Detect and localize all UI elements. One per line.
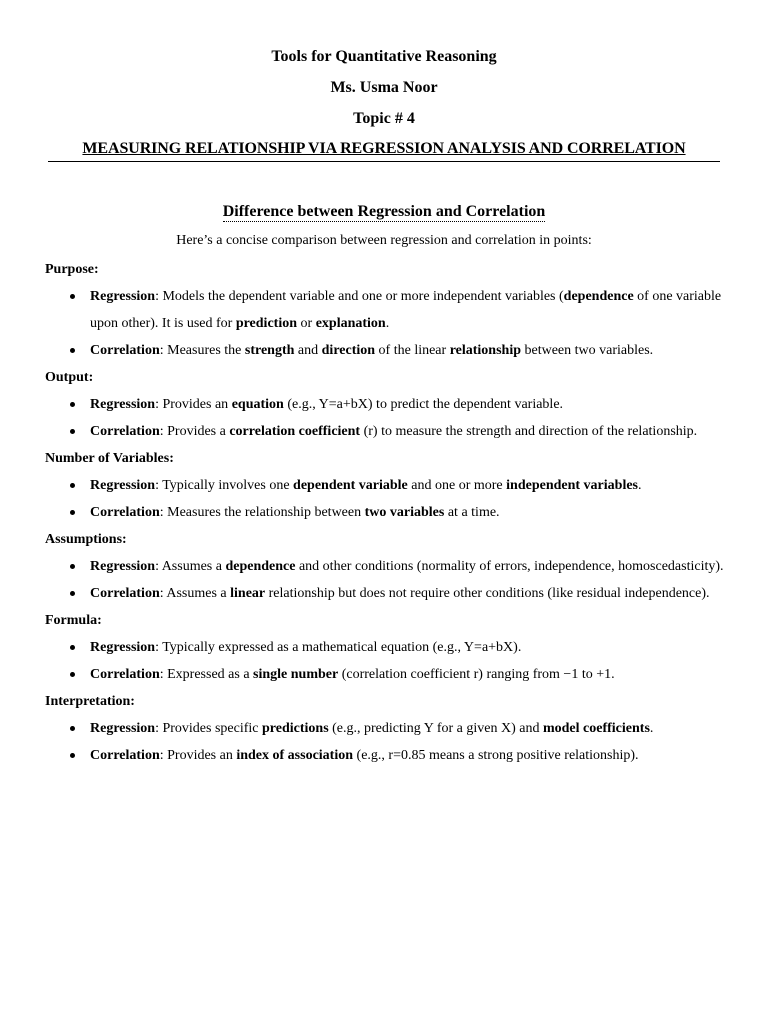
bullet-item — [90, 715, 735, 742]
topic-number: Topic # 4 — [353, 110, 415, 127]
section-title: Assumptions: — [45, 532, 127, 547]
main-heading: MEASURING RELATIONSHIP VIA REGRESSION ANALYSIS AND CORRELATION — [82, 140, 686, 157]
section-title: Output: — [45, 370, 94, 385]
bold-term: Regression — [90, 478, 156, 493]
bold-term: Correlation — [90, 586, 160, 601]
item-text: : Typically involves one — [155, 478, 294, 493]
bold-term: Regression — [90, 289, 156, 304]
item-text: at a time. — [444, 505, 500, 520]
item-text: (e.g., predicting Y for a given X) and — [328, 721, 543, 736]
bold-term: dependence — [563, 289, 634, 304]
item-text: or — [297, 316, 316, 331]
bold-term: Correlation — [90, 748, 160, 763]
bold-term: model coefficients — [542, 721, 650, 736]
bold-term: linear — [230, 586, 266, 601]
item-text: (e.g., r=0.85 means a strong positive relationship). — [353, 748, 639, 763]
heading-divider — [48, 161, 720, 162]
item-text: : Provides specific — [155, 721, 262, 736]
bold-term: correlation coefficient — [229, 424, 361, 439]
item-text: : Expressed as a — [159, 667, 254, 682]
bold-term: dependence — [225, 559, 296, 574]
intro-text: Here’s a concise comparison between regression and correlation in points: — [176, 233, 592, 248]
item-text: (correlation coefficient r) ranging from −1 to +1. — [338, 667, 615, 682]
bullet-item — [90, 337, 735, 364]
bullet-item — [90, 472, 735, 499]
section-heading — [0, 203, 768, 221]
section-title: Interpretation: — [45, 694, 135, 709]
item-text: : Provides an — [155, 397, 232, 412]
item-text: (e.g., Y=a+bX) to predict the dependent variable. — [283, 397, 564, 412]
section-title: Number of Variables: — [45, 451, 174, 466]
section-title: Formula: — [45, 613, 102, 628]
bullet-item — [90, 661, 735, 688]
bullet-item — [90, 418, 735, 445]
bold-term: equation — [231, 397, 284, 412]
section-heading-text: Difference between Regression and Correlation — [222, 203, 546, 220]
bold-term: Regression — [90, 721, 156, 736]
item-text: between two variables. — [521, 343, 654, 358]
bullet-list — [45, 715, 735, 769]
item-text: : Assumes a — [155, 559, 226, 574]
item-text: (r) to measure the strength and direction of the relationship. — [360, 424, 698, 439]
bold-term: dependent variable — [293, 478, 408, 493]
bold-term: prediction — [235, 316, 298, 331]
item-text: of one variable upon other). It is used for — [90, 289, 722, 331]
bold-term: Regression — [90, 559, 156, 574]
item-text: . — [649, 721, 654, 736]
bullet-item — [90, 580, 735, 607]
bold-term: direction — [321, 343, 376, 358]
bold-term: strength — [244, 343, 295, 358]
item-text: and — [294, 343, 322, 358]
bold-term: relationship — [449, 343, 521, 358]
bold-term: Regression — [90, 397, 156, 412]
bold-term: Correlation — [90, 667, 160, 682]
section-title: Purpose: — [45, 262, 99, 277]
bold-term: Regression — [90, 640, 156, 655]
item-text: : Provides an — [159, 748, 237, 763]
item-text: : Measures the — [159, 343, 245, 358]
bullet-list — [45, 634, 735, 688]
item-text: . — [638, 478, 642, 493]
bold-term: independent variables — [506, 478, 638, 493]
bullet-item — [90, 742, 735, 769]
item-text: : Models the dependent variable and one or more independent variables ( — [155, 289, 564, 304]
bold-term: Correlation — [90, 424, 160, 439]
bold-term: single number — [253, 667, 339, 682]
bold-term: explanation — [315, 316, 386, 331]
document-title: Tools for Quantitative Reasoning — [271, 48, 497, 65]
item-text: . — [385, 316, 390, 331]
bullet-item — [90, 634, 735, 661]
bullet-list — [45, 391, 735, 445]
bullet-item — [90, 499, 735, 526]
item-text: : Provides a — [159, 424, 230, 439]
item-text: : Measures the relationship between — [159, 505, 365, 520]
item-text: and other conditions (normality of errors, independence, homoscedasticity). — [295, 559, 724, 574]
item-text: and one or more — [407, 478, 507, 493]
bullet-item — [90, 391, 735, 418]
bullet-list — [45, 472, 735, 526]
item-text: of the linear — [375, 343, 450, 358]
bullet-item — [90, 553, 735, 580]
comparison-content — [45, 256, 735, 769]
bold-term: Correlation — [90, 343, 160, 358]
bullet-list — [45, 283, 735, 364]
bullet-item — [90, 283, 735, 337]
item-text: : Typically expressed as a mathematical equation (e.g., Y=a+bX). — [155, 640, 522, 655]
bullet-list — [45, 553, 735, 607]
bold-term: index of association — [236, 748, 354, 763]
bold-term: two variables — [364, 505, 445, 520]
author-name: Ms. Usma Noor — [330, 79, 438, 96]
item-text: : Assumes a — [159, 586, 231, 601]
bold-term: Correlation — [90, 505, 160, 520]
item-text: relationship but does not require other conditions (like residual independence). — [265, 586, 710, 601]
bold-term: predictions — [262, 721, 329, 736]
